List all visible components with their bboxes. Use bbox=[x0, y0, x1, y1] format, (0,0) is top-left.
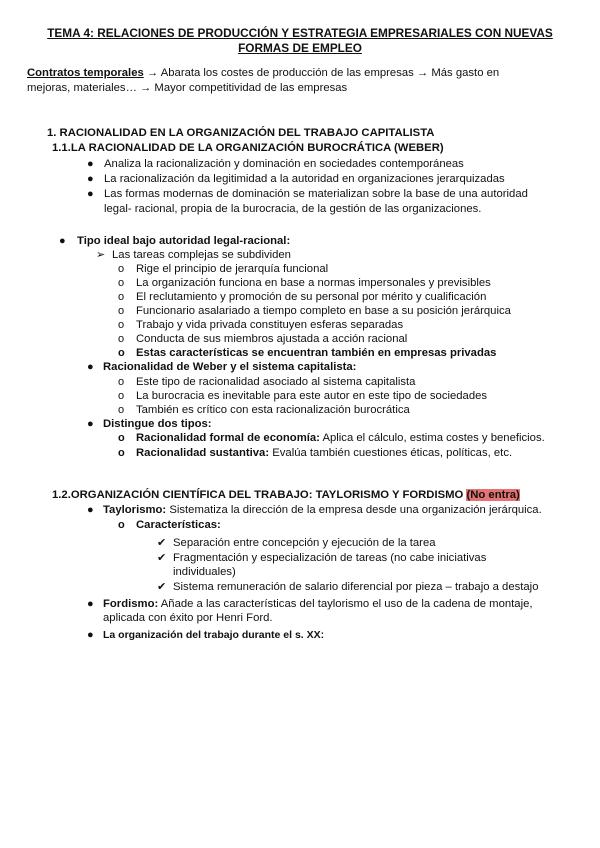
list-item: Conducta de sus miembros ajustada a acción racional bbox=[136, 333, 408, 345]
ford-text: Añade a las características del taylorismo el uso de la cadena de montaje, bbox=[158, 598, 533, 610]
list-item: Las formas modernas de dominación se materializan sobre la base de una autoridad bbox=[104, 188, 528, 200]
check-icon: ✔ bbox=[157, 552, 167, 564]
list-item-continuation: aplicada con éxito por Henri Ford. bbox=[103, 612, 273, 624]
list-item: El reclutamiento y promoción de su personal por mérito y cualificación bbox=[136, 291, 487, 303]
list-item: Trabajo y vida privada constituyen esferas separadas bbox=[136, 319, 404, 331]
circle-bullet-icon: o bbox=[118, 376, 125, 388]
section-1-2-heading bbox=[52, 488, 520, 502]
circle-bullet-icon: o bbox=[118, 277, 125, 289]
bullet-dot-icon: ● bbox=[87, 188, 94, 200]
bullet-dot-icon: ● bbox=[87, 629, 94, 641]
bullet-dot-icon: ● bbox=[87, 361, 94, 373]
section-1-1-heading: 1.1.LA RACIONALIDAD DE LA ORGANIZACIÓN BUROCRÁTICA (WEBER) bbox=[52, 142, 444, 154]
bullet-dot-icon: ● bbox=[87, 598, 94, 610]
arrow-bullet-icon: ➢ bbox=[96, 249, 106, 261]
ideal-type-heading: Tipo ideal bajo autoridad legal-racional: bbox=[77, 235, 291, 247]
intro-text: → Abarata los costes de producción de las empresas → Más gasto en bbox=[143, 67, 500, 79]
circle-bullet-icon: o bbox=[118, 432, 125, 444]
circle-bullet-icon: o bbox=[118, 263, 125, 275]
circle-bullet-icon: o bbox=[118, 390, 125, 402]
section-1-heading: 1. RACIONALIDAD EN LA ORGANIZACIÓN DEL TRABAJO CAPITALISTA bbox=[47, 127, 435, 139]
circle-bullet-icon: o bbox=[118, 305, 125, 317]
type-term: Racionalidad sustantiva: bbox=[136, 447, 270, 459]
ford-term: Fordismo: bbox=[103, 598, 159, 610]
list-item: Funcionario asalariado a tiempo completo en base a su posición jerárquica bbox=[136, 305, 511, 317]
document-title-line-2: FORMAS DE EMPLEO bbox=[238, 41, 362, 55]
circle-bullet-icon: o bbox=[118, 319, 125, 331]
xx-century-heading: La organización del trabajo durante el s. XX: bbox=[103, 629, 325, 641]
check-icon: ✔ bbox=[157, 581, 167, 593]
list-item bbox=[103, 503, 542, 517]
taylor-text: Sistematiza la dirección de la empresa desde una organización jerárquica. bbox=[166, 504, 542, 516]
ideal-type-subheading: Las tareas complejas se subdividen bbox=[112, 249, 291, 261]
list-item: La organización funciona en base a normas impersonales y previsibles bbox=[136, 277, 491, 289]
intro-line-2: mejoras, materiales… → Mayor competitividad de las empresas bbox=[27, 82, 348, 94]
type-text: Evalúa también cuestiones éticas, políticas, etc. bbox=[269, 447, 513, 459]
document-title-line-1: TEMA 4: RELACIONES DE PRODUCCIÓN Y ESTRATEGIA EMPRESARIALES CON NUEVAS bbox=[47, 26, 553, 40]
list-item-continuation: legal- racional, propia de la burocracia, de la gestión de las organizaciones. bbox=[104, 203, 482, 215]
list-item-continuation: individuales) bbox=[173, 566, 236, 578]
list-item: Este tipo de racionalidad asociado al sistema capitalista bbox=[136, 376, 416, 388]
intro-line-1 bbox=[27, 66, 499, 80]
list-item: También es crítico con esta racionalización burocrática bbox=[136, 404, 410, 416]
list-item: Fragmentación y especialización de tareas (no cabe iniciativas bbox=[173, 552, 487, 564]
intro-term: Contratos temporales bbox=[27, 67, 144, 79]
circle-bullet-icon: o bbox=[118, 347, 125, 359]
characteristics-heading: Características: bbox=[136, 519, 221, 531]
list-item: Analiza la racionalización y dominación en sociedades contemporáneas bbox=[104, 158, 464, 170]
circle-bullet-icon: o bbox=[118, 404, 125, 416]
list-item: Rige el principio de jerarquía funcional bbox=[136, 263, 329, 275]
bullet-dot-icon: ● bbox=[87, 418, 94, 430]
list-item: La racionalización da legitimidad a la autoridad en organizaciones jerarquizadas bbox=[104, 173, 505, 185]
list-item: La burocracia es inevitable para este autor en este tipo de sociedades bbox=[136, 390, 488, 402]
circle-bullet-icon: o bbox=[118, 519, 125, 531]
weber-heading: Racionalidad de Weber y el sistema capitalista: bbox=[103, 361, 357, 373]
type-text: Aplica el cálculo, estima costes y beneficios. bbox=[319, 432, 545, 444]
list-item: Sistema remuneración de salario diferencial por pieza – trabajo a destajo bbox=[173, 581, 539, 593]
section-1-2-title: 1.2.ORGANIZACIÓN CIENTÍFICA DEL TRABAJO: TAYLORISMO Y FORDISMO bbox=[52, 489, 464, 501]
not-included-badge: (No entra) bbox=[466, 489, 520, 501]
list-item bbox=[103, 597, 533, 611]
type-term: Racionalidad formal de economía: bbox=[136, 432, 320, 444]
bullet-dot-icon: ● bbox=[87, 504, 94, 516]
types-heading: Distingue dos tipos: bbox=[103, 418, 212, 430]
circle-bullet-icon: o bbox=[118, 291, 125, 303]
check-icon: ✔ bbox=[157, 537, 167, 549]
list-item bbox=[136, 446, 512, 460]
list-item: Separación entre concepción y ejecución de la tarea bbox=[173, 537, 436, 549]
bullet-dot-icon: ● bbox=[87, 158, 94, 170]
bullet-dot-icon: ● bbox=[87, 173, 94, 185]
circle-bullet-icon: o bbox=[118, 333, 125, 345]
list-item bbox=[136, 431, 545, 445]
circle-bullet-icon: o bbox=[118, 447, 125, 459]
list-item: Estas características se encuentran también en empresas privadas bbox=[136, 347, 497, 359]
bullet-dot-icon: ● bbox=[59, 235, 66, 247]
taylor-term: Taylorismo: bbox=[103, 504, 167, 516]
